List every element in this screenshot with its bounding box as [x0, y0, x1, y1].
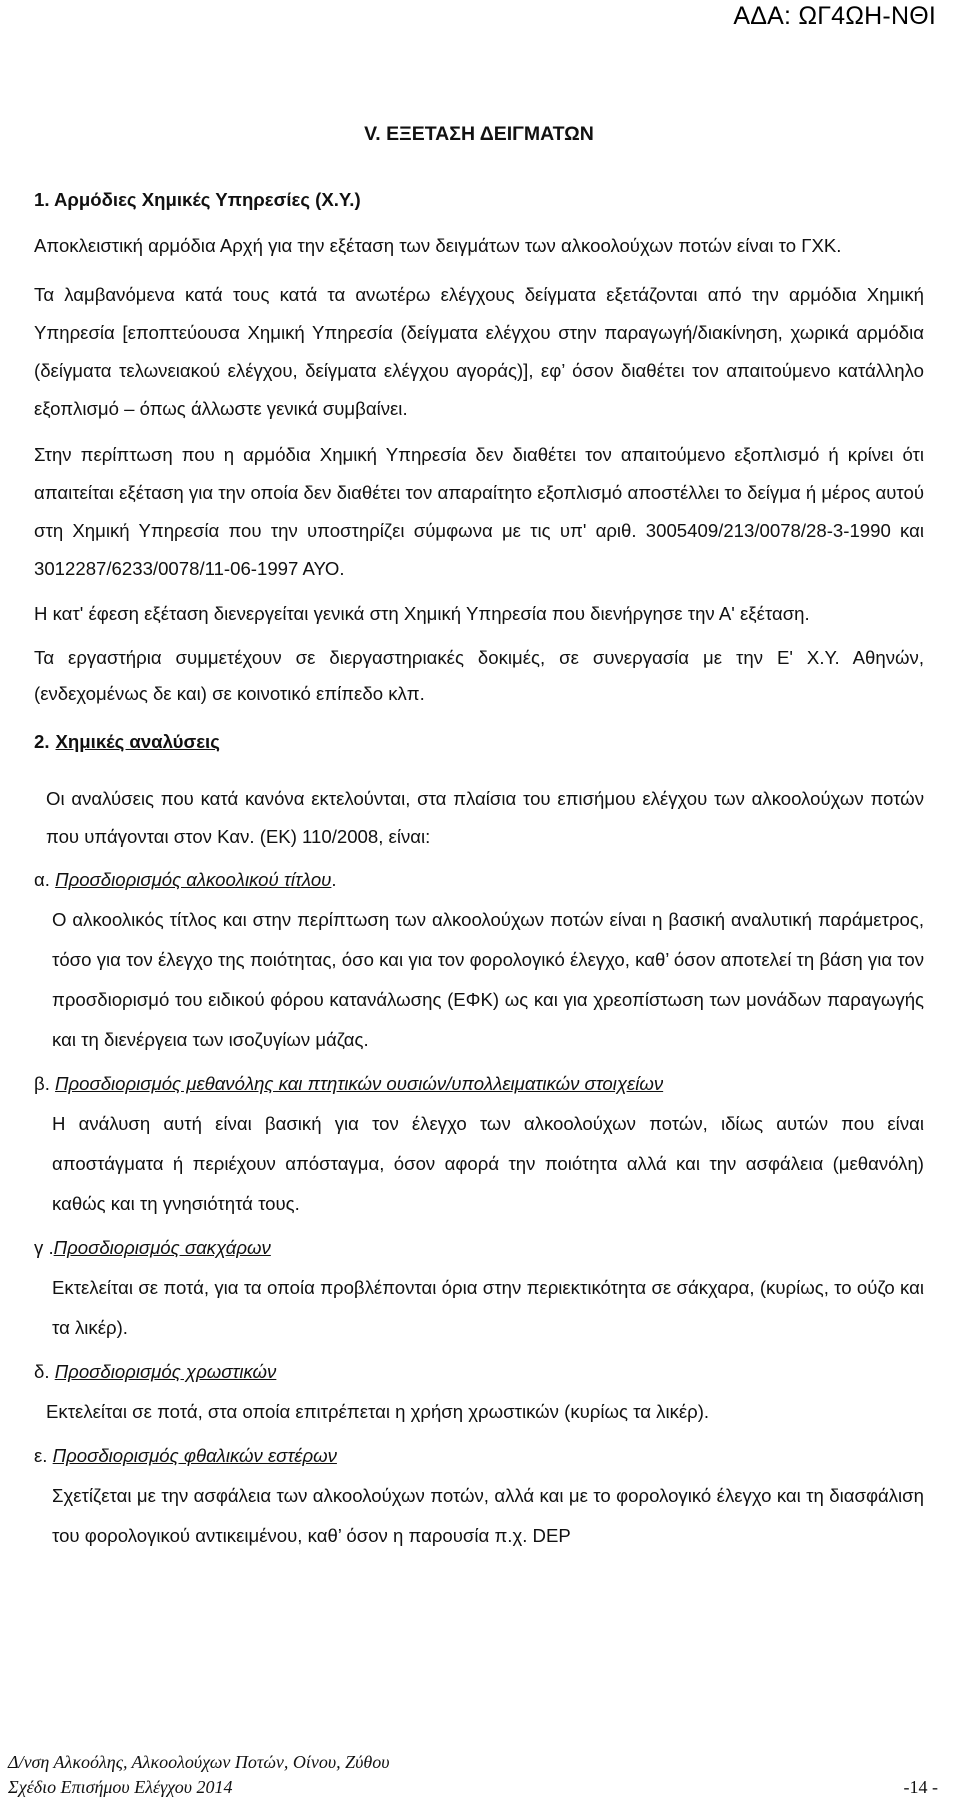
subsection-title: Προσδιορισμός σακχάρων — [53, 1237, 271, 1258]
paragraph-sugars: Εκτελείται σε ποτά, για τα οποία προβλέπονται όρια στην περιεκτικότητα σε σάκχαρα, (κυρίως, το ούζο και τα λικέρ). — [52, 1277, 924, 1338]
paragraph-methanol: Η ανάλυση αυτή είναι βασική για τον έλεγχο των αλκοολούχων ποτών, ιδίως αυτών που είναι αποστάγματα ή περιέχουν απόσταγμα, όσον αφορά την ποιότητα αλλά και την ασφάλεια (μεθανόλη) καθώς και τη γνησιότητά τους. — [52, 1113, 924, 1214]
subsection-title: Προσδιορισμός φθαλικών εστέρων — [52, 1445, 337, 1466]
heading-chemical-analyses — [34, 726, 924, 758]
paragraph-appeal-exam: Η κατ' έφεση εξέταση διενεργείται γενικά στη Χημική Υπηρεσία που διενήργησε την Α' εξέταση. — [34, 603, 810, 624]
subsection-alcohol-title — [34, 864, 924, 896]
subsection-phthalates — [34, 1440, 924, 1472]
subsection-suffix: . — [331, 869, 337, 890]
subsection-label: ε. — [34, 1445, 48, 1466]
paragraph-equipment: Στην περίπτωση που η αρμόδια Χημική Υπηρεσία δεν διαθέτει τον απαιτούμενο εξοπλισμό ή κρίνει ότι απαιτείται εξέταση για την οποία δεν διαθέτει τον απαραίτητο εξοπλισμό αποστέλλει το δείγμα ή μέρος αυτού στη Χημική Υπηρεσία που την υποστηρίζει σύμφωνα με τις υπ' αριθ. 3005409/213/0078/28-3-1990 και 3012287/6233/0078/11-06-1997 ΑΥΟ. — [34, 444, 924, 579]
ada-code: ΑΔΑ: ΩΓ4ΩΗ-ΝΘΙ — [733, 2, 936, 30]
subsection-label: γ . — [34, 1237, 54, 1258]
subsection-title: Προσδιορισμός αλκοολικού τίτλου — [55, 869, 332, 890]
paragraph-colorants: Εκτελείται σε ποτά, στα οποία επιτρέπεται η χρήση χρωστικών (κυρίως τα λικέρ). — [46, 1401, 710, 1422]
paragraph-alcohol-title: Ο αλκοολικός τίτλος και στην περίπτωση των αλκοολούχων ποτών είναι η βασική αναλυτική παράμετρος, τόσο για τον έλεγχο της ποιότητας, όσο και για τον φορολογικό έλεγχο, καθ’ όσον αποτελεί τη βάση για τον προσδιορισμό του ειδικού φόρου κατανάλωσης (ΕΦΚ) ως και για χρεοπίστωση των μονάδων παραγωγής και τη διενέργεια των ισοζυγίων μάζας. — [52, 909, 924, 1050]
paragraph-samples-examined: Τα λαμβανόμενα κατά τους κατά τα ανωτέρω ελέγχους δείγματα εξετάζονται από την αρμόδια Χημική Υπηρεσία [εποπτεύουσα Χημική Υπηρεσία (δείγματα ελέγχου στην παραγωγή/διακίνηση, χωρικά αρμόδια (δείγματα τελωνειακού ελέγχου, δείγματα ελέγχου αγοράς)], εφ’ όσον διαθέτει τον απαιτούμενο κατάλληλο εξοπλισμό – όπως άλλωστε γενικά συμβαίνει. — [34, 284, 924, 419]
paragraph-exclusive-authority: Αποκλειστική αρμόδια Αρχή για την εξέταση των δειγμάτων των αλκοολούχων ποτών είναι το ΓΧΚ. — [34, 235, 842, 256]
paragraph-analyses-intro: Οι αναλύσεις που κατά κανόνα εκτελούνται, στα πλαίσια του επισήμου ελέγχου των αλκοολούχων ποτών που υπάγονται στον Καν. (ΕΚ) 110/2008, είναι: — [46, 788, 924, 847]
paragraph-phthalates: Σχετίζεται με την ασφάλεια των αλκοολούχων ποτών, αλλά και με το φορολογικό έλεγχο και τη διασφάλιση του φορολογικού αντικειμένου, καθ’ όσον η παρουσία π.χ. DEP — [52, 1485, 924, 1546]
paragraph-laboratories: Τα εργαστήρια συμμετέχουν σε διεργαστηριακές δοκιμές, σε συνεργασία με την Ε' Χ.Υ. Αθηνών, (ενδεχομένως δε και) σε κοινοτικό επίπεδο κλπ. — [34, 647, 924, 704]
heading-text: Χημικές αναλύσεις — [55, 731, 220, 752]
subsection-title: Προσδιορισμός μεθανόλης και πτητικών ουσιών/υπολλειματικών στοιχείων — [55, 1073, 664, 1094]
subsection-sugars — [34, 1232, 924, 1264]
subsection-label: α. — [34, 869, 50, 890]
footer-plan: Σχέδιο Επισήμου Ελέγχου 2014 — [8, 1777, 233, 1797]
subsection-label: β. — [34, 1073, 50, 1094]
page-number: -14 - — [903, 1777, 938, 1797]
heading-competent-services: 1. Αρμόδιες Χημικές Υπηρεσίες (Χ.Υ.) — [34, 189, 361, 210]
heading-number: 2. — [34, 731, 50, 752]
subsection-label: δ. — [34, 1361, 50, 1382]
subsection-methanol — [34, 1068, 924, 1100]
section-title: V. ΕΞΕΤΑΣΗ ΔΕΙΓΜΑΤΩΝ — [364, 123, 594, 145]
document-body — [34, 118, 924, 1556]
footer-directorate: Δ/νση Αλκοόλης, Αλκοολούχων Ποτών, Οίνου, Ζύθου — [8, 1752, 390, 1772]
page-footer — [8, 1750, 938, 1800]
subsection-title: Προσδιορισμός χρωστικών — [54, 1361, 277, 1382]
subsection-colorants — [34, 1356, 924, 1388]
